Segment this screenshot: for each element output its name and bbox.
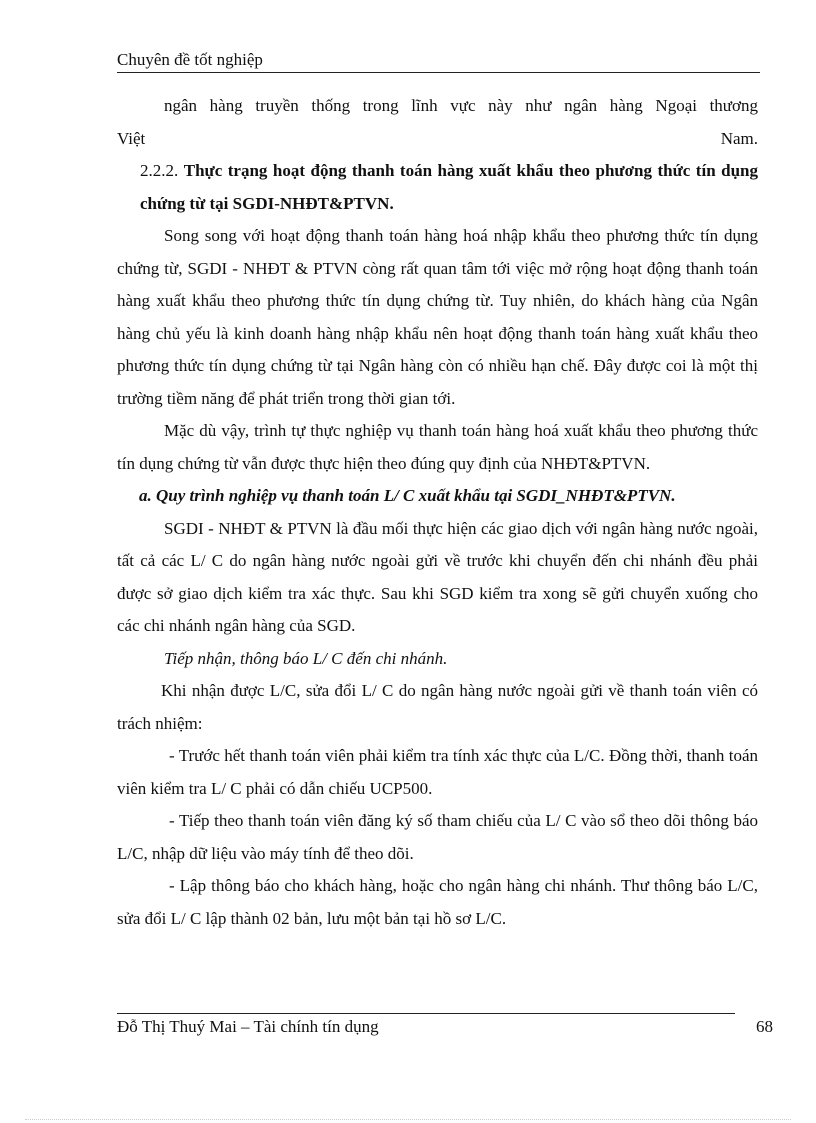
footer-author: Đỗ Thị Thuý Mai – Tài chính tín dụng — [117, 1017, 379, 1036]
paragraph: Mặc dù vậy, trình tự thực nghiệp vụ thanh toán hàng hoá xuất khẩu theo phương thức tín dụng chứng từ vẫn được thực hiện theo đúng quy định của NHĐT&PTVN. — [117, 421, 758, 473]
page-header: Chuyên đề tốt nghiệp — [117, 49, 760, 73]
list-item: - Lập thông báo cho khách hàng, hoặc cho ngân hàng chi nhánh. Thư thông báo L/C, sửa đổi L/ C lập thành 02 bản, lưu một bản tại hồ sơ L/C. — [117, 876, 758, 928]
word-nam: Nam. — [720, 128, 758, 148]
section-heading — [117, 155, 758, 220]
paragraph-continued-end — [117, 123, 758, 156]
section-title: Thực trạng hoạt động thanh toán hàng xuất khẩu theo phương thức tín dụng chứng từ tại SGDI-NHĐT&PTVN. — [140, 161, 758, 213]
page-bottom-edge — [25, 1119, 791, 1120]
italic-subheading: Tiếp nhận, thông báo L/ C đến chi nhánh. — [164, 648, 448, 668]
paragraph: Khi nhận được L/C, sửa đổi L/ C do ngân hàng nước ngoài gửi về thanh toán viên có trách nhiệm: — [117, 681, 758, 733]
list-item: - Trước hết thanh toán viên phải kiểm tra tính xác thực của L/C. Đồng thời, thanh toán viên kiểm tra L/ C phải có dẫn chiếu UCP500. — [117, 746, 758, 798]
paragraph: Song song với hoạt động thanh toán hàng hoá nhập khẩu theo phương thức tín dụng chứng từ, SGDI - NHĐT & PTVN còng rất quan tâm tới việc mở rộng hoạt động thanh toán hàng xuất khẩu theo phương thức tín dụng chứng từ. Tuy nhiên, do khách hàng của Ngân hàng chủ yếu là kinh doanh hàng nhập khẩu nên hoạt động thanh toán hàng xuất khẩu theo phương thức tín dụng chứng từ tại Ngân hàng còn có nhiều hạn chế. Đây được coi là một thị trường tiềm năng để phát triển trong thời gian tới. — [117, 226, 758, 408]
document-body — [117, 90, 758, 935]
paragraph-continued-line: ngân hàng truyền thống trong lĩnh vực này như ngân hàng Ngoại thương — [164, 96, 758, 115]
list-item: - Tiếp theo thanh toán viên đăng ký số tham chiếu của L/ C vào sổ theo dõi thông báo L/C, nhập dữ liệu vào máy tính để theo dõi. — [117, 811, 758, 863]
section-number: 2.2.2. — [140, 161, 179, 180]
footer-divider — [117, 1013, 735, 1014]
word-viet: Việt — [117, 128, 146, 148]
page-number: 68 — [756, 1017, 773, 1036]
paragraph: SGDI - NHĐT & PTVN là đầu mối thực hiện các giao dịch với ngân hàng nước ngoài, tất cả các L/ C do ngân hàng nước ngoài gửi về trước khi chuyển đến chi nhánh đều phải được sở giao dịch kiểm tra xác thực. Sau khi SGD kiểm tra xong sẽ gửi chuyển xuống cho các chi nhánh ngân hàng của SGD. — [117, 518, 758, 635]
subsection-heading: a. Quy trình nghiệp vụ thanh toán L/ C xuất khẩu tại SGDI_NHĐT&PTVN. — [139, 486, 676, 505]
